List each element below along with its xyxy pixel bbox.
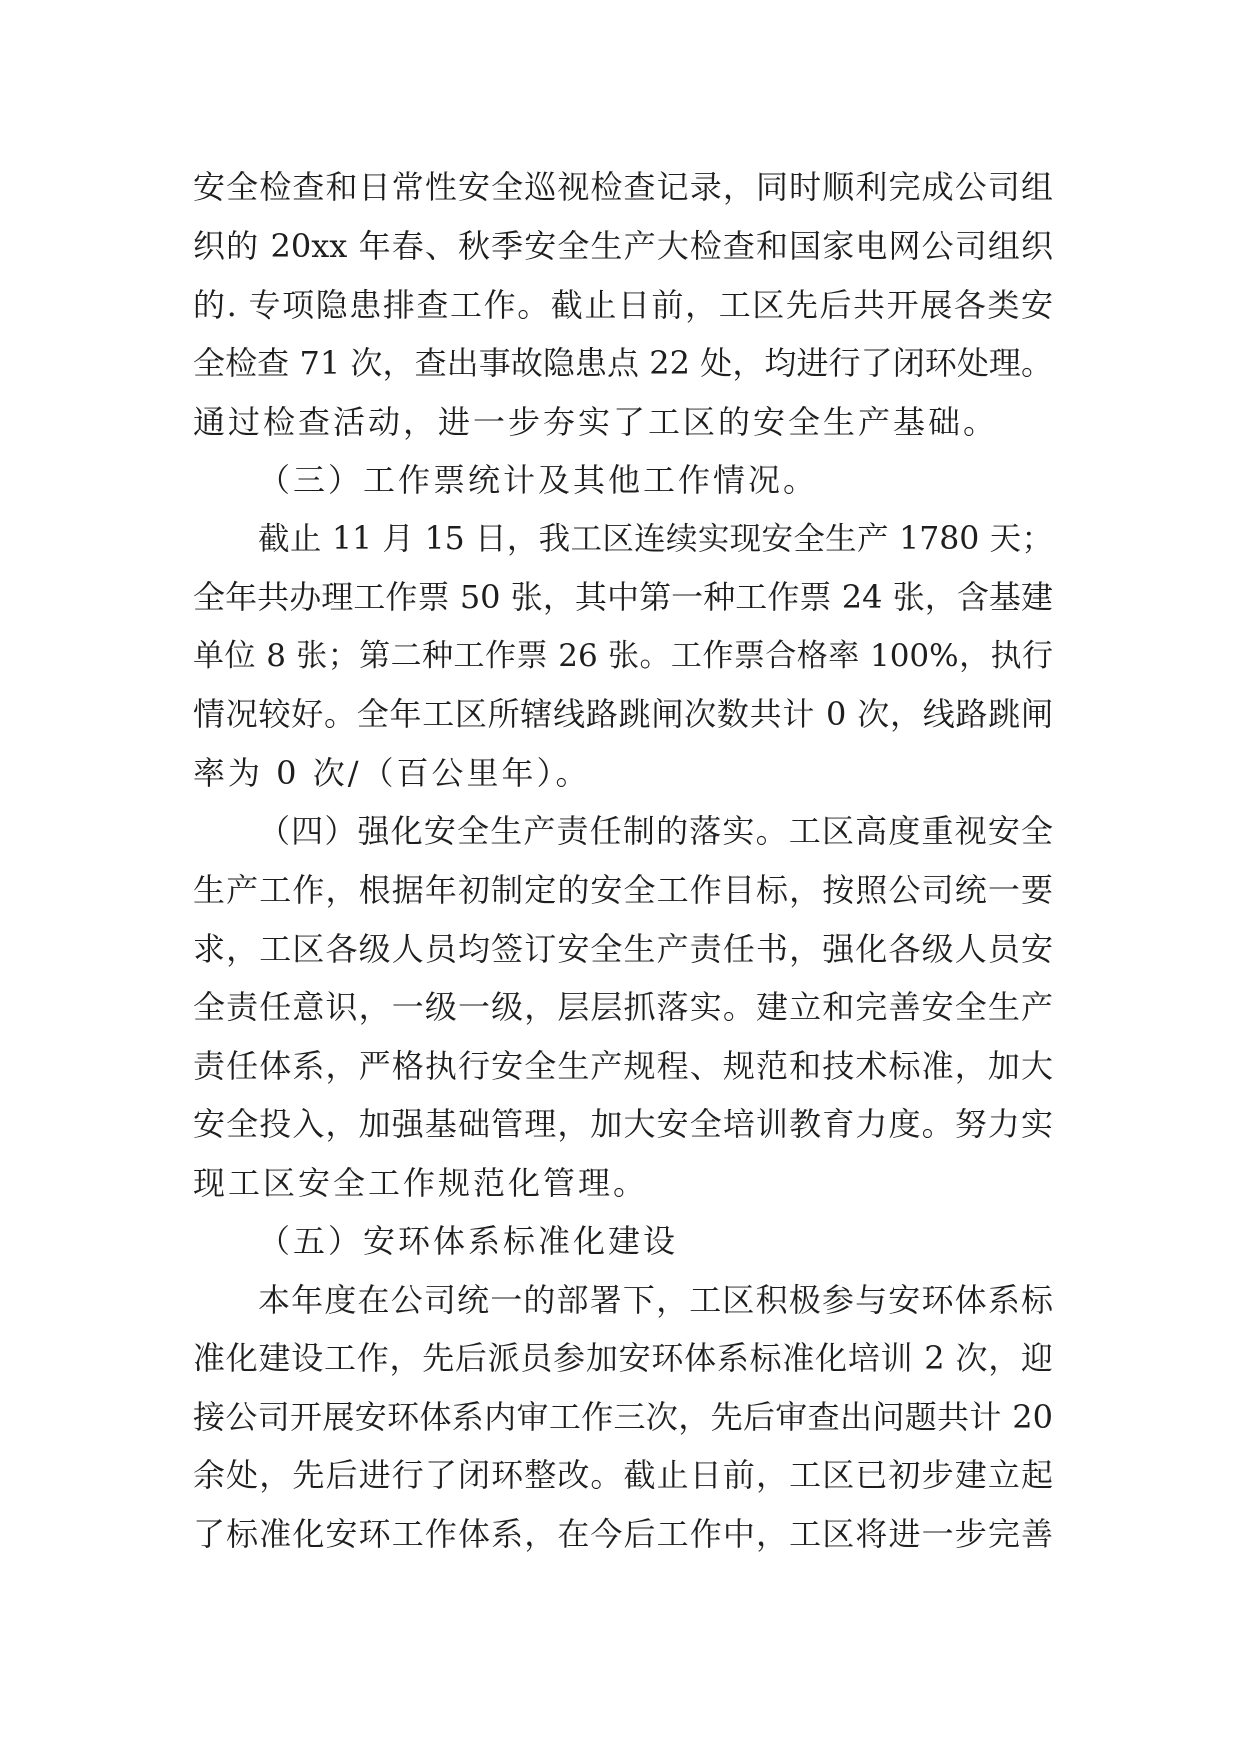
text-line: 单位 8 张；第二种工作票 26 张。工作票合格率 100%，执行 — [193, 638, 1053, 674]
text-line: 准化建设工作，先后派员参加安环体系标准化培训 2 次，迎 — [193, 1339, 1053, 1377]
text-line: 余处，先后进行了闭环整改。截止日前，工区已初步建立起 — [193, 1456, 1053, 1494]
text-line: 了标准化安环工作体系，在今后工作中，工区将进一步完善 — [193, 1515, 1053, 1553]
text-line: 安全投入，加强基础管理，加大安全培训教育力度。努力实 — [193, 1105, 1053, 1143]
text-line: 通过检查活动，进一步夯实了工区的安全生产基础。 — [193, 403, 999, 441]
text-line: 生产工作，根据年初制定的安全工作目标，按照公司统一要 — [193, 871, 1053, 909]
text-line: 全责任意识，一级一级，层层抓落实。建立和完善安全生产 — [193, 988, 1053, 1026]
section-heading: （四）强化安全生产责任制的落实。工区高度重视安全 — [258, 812, 1053, 850]
text-line: 责任体系，严格执行安全生产规程、规范和技术标准，加大 — [193, 1047, 1053, 1085]
text-line: 截止 11 月 15 日，我工区连续实现安全生产 1780 天； — [258, 521, 1053, 557]
section-heading: （五）安环体系标准化建设 — [258, 1222, 679, 1260]
text-line: 现工区安全工作规范化管理。 — [193, 1164, 649, 1202]
text-line: 求，工区各级人员均签订安全生产责任书，强化各级人员安 — [193, 930, 1053, 968]
text-line: 全年共办理工作票 50 张，其中第一种工作票 24 张，含基建 — [193, 578, 1053, 616]
text-line: 本年度在公司统一的部署下，工区积极参与安环体系标 — [258, 1281, 1053, 1319]
text-line: 接公司开展安环体系内审工作三次，先后审查出问题共计 20 — [193, 1398, 1053, 1436]
text-line: 情况较好。全年工区所辖线路跳闸次数共计 0 次，线路跳闸 — [193, 695, 1053, 733]
text-line: 全检查 71 次，查出事故隐患点 22 处，均进行了闭环处理。 — [193, 344, 1053, 382]
text-line: 安全检查和日常性安全巡视检查记录，同时顺利完成公司组 — [193, 168, 1053, 206]
text-line: 的. 专项隐患排查工作。截止日前，工区先后共开展各类安 — [193, 286, 1053, 324]
text-line: 织的 20xx 年春、秋季安全生产大检查和国家电网公司组织 — [193, 227, 1053, 265]
text-line: 率为 0 次/（百公里年）。 — [193, 754, 591, 792]
section-heading: （三）工作票统计及其他工作情况。 — [258, 461, 819, 499]
